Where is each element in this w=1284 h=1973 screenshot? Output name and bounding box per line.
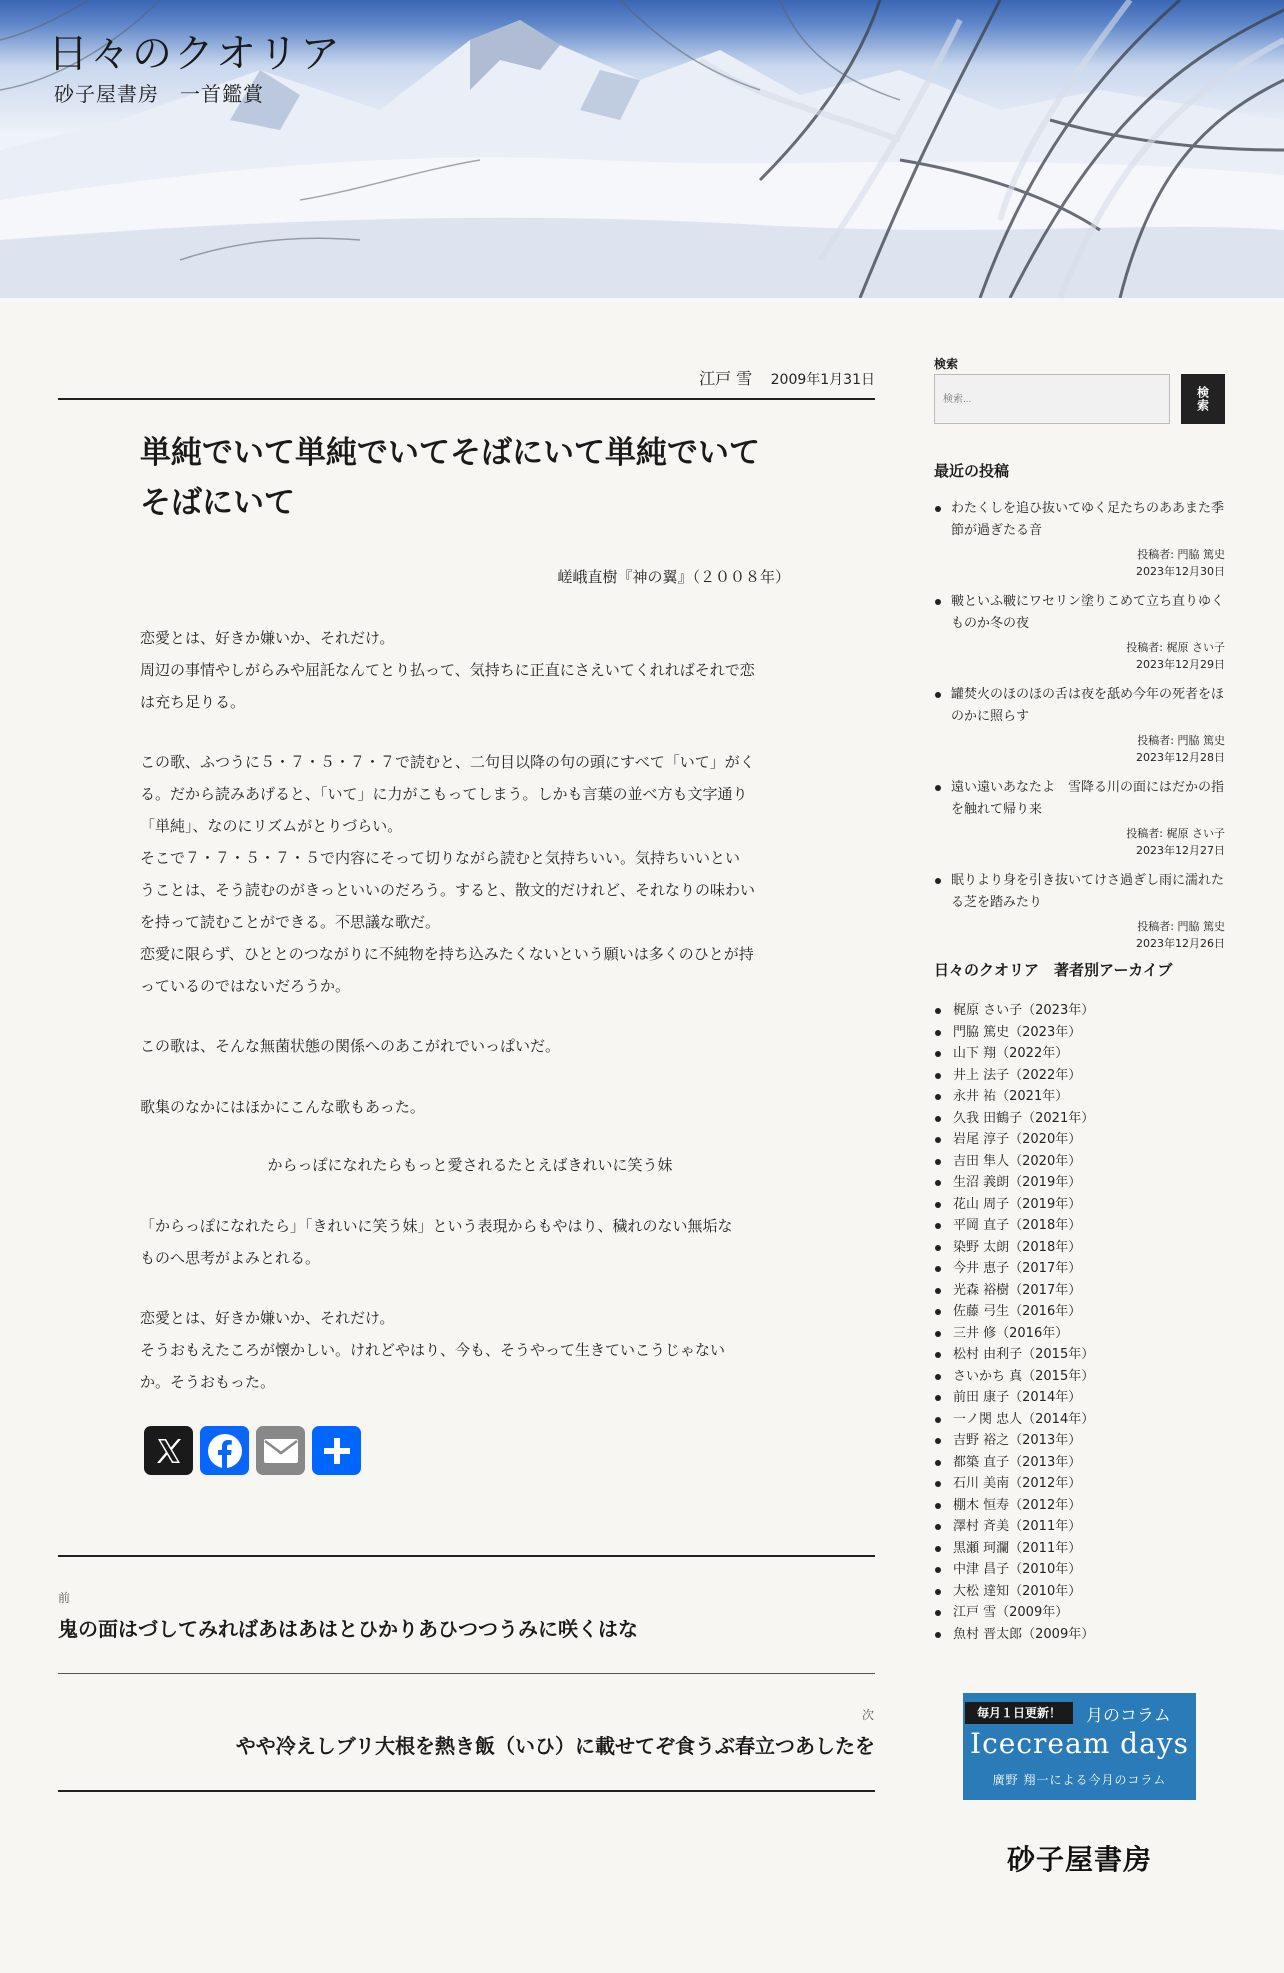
divider — [58, 1555, 875, 1557]
archive-link[interactable]: 魚村 晋太郎（2009年） — [934, 1624, 1225, 1646]
archive-link[interactable]: 久我 田鶴子（2021年） — [934, 1108, 1225, 1130]
banner-subtitle: 廣野 翔一による今月のコラム — [992, 1773, 1167, 1787]
archive-link[interactable]: 大松 達知（2010年） — [934, 1581, 1225, 1603]
paragraph-6 — [140, 1302, 800, 1398]
archive-link[interactable]: 中津 昌子（2010年） — [934, 1559, 1225, 1581]
recent-post-author[interactable]: 投稿者: 門脇 篤史 — [1137, 920, 1225, 933]
paragraph-line: を持って読むことができる。不思議な歌だ。 — [140, 913, 441, 931]
archive-link[interactable]: 平岡 直子（2018年） — [934, 1215, 1225, 1237]
archive-link[interactable]: 光森 裕樹（2017年） — [934, 1280, 1225, 1302]
share-buttons — [144, 1426, 361, 1475]
plus-icon — [322, 1436, 352, 1466]
divider — [58, 398, 875, 400]
recent-post-date: 2023年12月29日 — [1136, 658, 1225, 671]
quoted-poem: からっぽになれたらもっと愛されるたとえばきれいに笑う妹 — [267, 1156, 673, 1174]
facebook-icon — [206, 1432, 244, 1470]
archive-link[interactable]: 染野 太朗（2018年） — [934, 1237, 1225, 1259]
recent-post-link[interactable]: 眠りより身を引き抜いてけさ過ぎし雨に濡れたる芝を踏みたり — [951, 873, 1225, 910]
archive-link[interactable]: 澤村 斉美（2011年） — [934, 1516, 1225, 1538]
archive-link[interactable]: 吉田 隼人（2020年） — [934, 1151, 1225, 1173]
recent-post-author[interactable]: 投稿者: 梶原 さい子 — [1126, 827, 1225, 840]
archive-link[interactable]: 石川 美南（2012年） — [934, 1473, 1225, 1495]
paragraph-line: る。だから読みあげると、「いて」に力がこもってしまう。しかも言葉の並べ方も文字通り — [140, 785, 748, 803]
archive-link[interactable]: 江戸 雪（2009年） — [934, 1602, 1225, 1624]
divider — [58, 1673, 875, 1674]
banner-title: Icecream days — [970, 1727, 1189, 1760]
icecream-days-banner[interactable] — [963, 1693, 1196, 1800]
paragraph-line: そこで７・７・５・７・５で内容にそって切りながら読むと気持ちいい。気持ちいいとい — [140, 849, 741, 867]
divider — [58, 1790, 875, 1792]
archive-link[interactable]: 花山 周子（2019年） — [934, 1194, 1225, 1216]
archive-link[interactable]: 生沼 義朗（2019年） — [934, 1172, 1225, 1194]
paragraph-2 — [140, 746, 800, 1002]
recent-post-link[interactable]: わたくしを追ひ抜いてゆく足たちのああまた季節が過ぎたる音 — [951, 501, 1225, 538]
archive-link[interactable]: 黒瀬 珂瀾（2011年） — [934, 1538, 1225, 1560]
recent-post-link[interactable]: 罐焚火のほのほの舌は夜を舐め今年の死者をほのかに照らす — [951, 687, 1225, 724]
author-archive-list — [934, 1000, 1225, 1645]
post-author[interactable]: 江戸 雪 — [699, 369, 753, 388]
recent-posts-heading: 最近の投稿 — [934, 462, 1010, 480]
recent-post-date: 2023年12月28日 — [1136, 751, 1225, 764]
archive-link[interactable]: 岩尾 淳子（2020年） — [934, 1129, 1225, 1151]
archive-heading: 日々のクオリア 著者別アーカイブ — [934, 961, 1173, 979]
paragraph-line: 恋愛とは、好きか嫌いか、それだけ。 — [140, 1309, 395, 1327]
paragraph-line: 恋愛に限らず、ひととのつながりに不純物を持ち込みたくないという願いは多くのひとが持 — [140, 945, 754, 963]
poem-source: 嵯峨直樹『神の翼』（２００８年） — [557, 568, 790, 586]
paragraph-line: この歌は、そんな無菌状態の関係へのあこがれでいっぱいだ。 — [140, 1037, 561, 1055]
archive-link[interactable]: 今井 恵子（2017年） — [934, 1258, 1225, 1280]
sunagoya-shobo-logo[interactable]: 砂子屋書房 — [1006, 1843, 1152, 1876]
archive-link[interactable]: さいかち 真（2015年） — [934, 1366, 1225, 1388]
archive-link[interactable]: 永井 祐（2021年） — [934, 1086, 1225, 1108]
next-post-link[interactable]: やや冷えしブリ大根を熱き飯（いひ）に載せてぞ食うぶ春立つあしたを — [235, 1734, 875, 1758]
archive-link[interactable]: 吉野 裕之（2013年） — [934, 1430, 1225, 1452]
paragraph-1 — [140, 622, 800, 718]
recent-post-date: 2023年12月26日 — [1136, 937, 1225, 950]
post-meta — [58, 366, 875, 389]
post-title-line-1: 単純でいて単純でいてそばにいて単純でいて — [140, 435, 760, 471]
paragraph-line: 恋愛とは、好きか嫌いか、それだけ。 — [140, 629, 395, 647]
prev-post-label: 前 — [58, 1591, 71, 1605]
archive-link[interactable]: 山下 翔（2022年） — [934, 1043, 1225, 1065]
archive-link[interactable]: 棚木 恒寿（2012年） — [934, 1495, 1225, 1517]
share-email-button[interactable] — [256, 1426, 305, 1475]
share-facebook-button[interactable] — [200, 1426, 249, 1475]
search-input[interactable] — [934, 374, 1170, 424]
paragraph-4 — [140, 1091, 800, 1123]
archive-link[interactable]: 井上 法子（2022年） — [934, 1065, 1225, 1087]
paragraph-line: 周辺の事情やしがらみや屈託なんてとり払って、気持ちに正直にさえいてくれればそれで恋 — [140, 661, 755, 679]
archive-link[interactable]: 一ノ関 忠人（2014年） — [934, 1409, 1225, 1431]
archive-link[interactable]: 三井 修（2016年） — [934, 1323, 1225, 1345]
header-image — [0, 0, 1284, 298]
post-title — [140, 428, 800, 528]
share-more-button[interactable] — [312, 1426, 361, 1475]
site-title[interactable]: 日々のクオリア — [48, 31, 342, 77]
banner-month-label: 月のコラム — [1086, 1706, 1171, 1726]
post-title-line-2: そばにいて — [140, 485, 295, 521]
site-subtitle: 砂子屋書房 一首鑑賞 — [54, 82, 264, 106]
search-button[interactable]: 検索 — [1181, 374, 1225, 424]
list-item — [934, 870, 1225, 952]
share-x-button[interactable] — [144, 1426, 193, 1475]
search-heading: 検索 — [934, 357, 959, 371]
archive-link[interactable]: 都築 直子（2013年） — [934, 1452, 1225, 1474]
list-item — [934, 777, 1225, 859]
recent-post-author[interactable]: 投稿者: 門脇 篤史 — [1137, 548, 1225, 561]
recent-post-author[interactable]: 投稿者: 梶原 さい子 — [1126, 641, 1225, 654]
recent-post-link[interactable]: 遠い遠いあなたよ 雪降る川の面にはだかの指を触れて帰り来 — [951, 780, 1225, 817]
paragraph-line: ものへ思考がよみとれる。 — [140, 1249, 321, 1267]
paragraph-5 — [140, 1210, 800, 1274]
recent-post-date: 2023年12月27日 — [1136, 844, 1225, 857]
paragraph-line: か。そうおもった。 — [140, 1373, 276, 1391]
paragraph-line: うことは、そう読むのがきっといいのだろう。すると、散文的だけれど、それなりの味わい — [140, 881, 756, 899]
email-icon — [263, 1438, 299, 1464]
archive-link[interactable]: 梶原 さい子（2023年） — [934, 1000, 1225, 1022]
recent-posts-list — [934, 498, 1225, 963]
paragraph-line: 「単純」、なのにリズムがとりづらい。 — [140, 817, 403, 835]
paragraph-line: っているのではないだろうか。 — [140, 977, 351, 995]
post-date[interactable]: 2009年1月31日 — [770, 372, 875, 388]
archive-link[interactable]: 前田 康子（2014年） — [934, 1387, 1225, 1409]
paragraph-line: は充ち足りる。 — [140, 693, 246, 711]
paragraph-line: この歌、ふつうに５・７・５・７・７で読むと、二句目以降の句の頭にすべて「いて」がく — [140, 753, 755, 771]
prev-post-link[interactable]: 鬼の面はづしてみればあはあはとひかりあひつつうみに咲くはな — [58, 1617, 638, 1641]
paragraph-line: そうおもえたころが懐かしい。けれどやはり、今も、そうやって生きていこうじゃない — [140, 1341, 726, 1359]
paragraph-line: 「からっぽになれたら」「きれいに笑う妹」という表現からもやはり、穢れのない無垢な — [140, 1217, 733, 1235]
x-icon — [154, 1436, 184, 1466]
list-item — [934, 498, 1225, 580]
list-item — [934, 591, 1225, 673]
paragraph-line: 歌集のなかにはほかにこんな歌もあった。 — [140, 1098, 425, 1116]
next-post-label: 次 — [862, 1708, 875, 1722]
recent-post-link[interactable]: 皸といふ皸にワセリン塗りこめて立ち直りゆくものか冬の夜 — [951, 594, 1225, 631]
paragraph-3 — [140, 1030, 800, 1062]
recent-post-author[interactable]: 投稿者: 門脇 篤史 — [1137, 734, 1225, 747]
banner-badge: 毎月１日更新！ — [965, 1702, 1073, 1724]
archive-link[interactable]: 松村 由利子（2015年） — [934, 1344, 1225, 1366]
archive-link[interactable]: 門脇 篤史（2023年） — [934, 1022, 1225, 1044]
archive-link[interactable]: 佐藤 弓生（2016年） — [934, 1301, 1225, 1323]
list-item — [934, 684, 1225, 766]
recent-post-date: 2023年12月30日 — [1136, 565, 1225, 578]
